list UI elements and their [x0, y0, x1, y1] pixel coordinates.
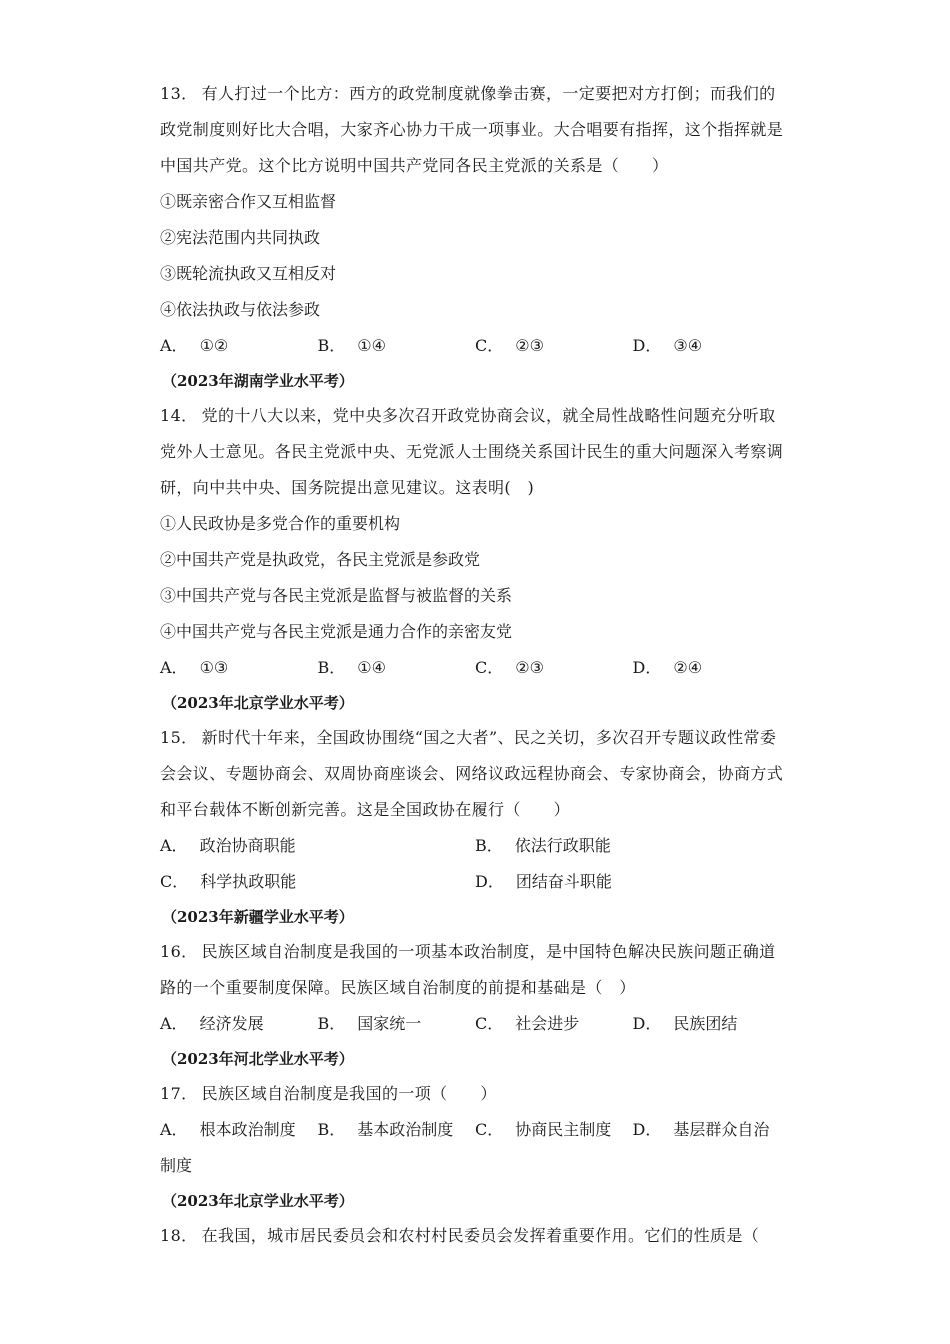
option-text: ②③ — [515, 658, 544, 677]
option-text: 协商民主制度 — [515, 1120, 612, 1139]
question-source: （2023年河北学业水平考） — [162, 1050, 354, 1068]
statement: ①既亲密合作又互相监督 — [160, 192, 337, 211]
option-letter: D． — [632, 658, 662, 677]
option-letter: C． — [475, 658, 504, 677]
question-stem — [160, 398, 790, 506]
question-14 — [160, 398, 790, 720]
option-letter: B． — [317, 1120, 346, 1139]
option-text: ①③ — [199, 658, 229, 677]
option-text: 国家统一 — [357, 1014, 422, 1033]
option-d[interactable] — [633, 1006, 791, 1042]
option-text: ③④ — [673, 336, 703, 355]
option-letter: B． — [317, 1014, 346, 1033]
question-text: 民族区域自治制度是我国的一项（ ） — [201, 1084, 497, 1103]
option-letter: A． — [160, 336, 188, 355]
question-13 — [160, 76, 790, 398]
option-text: 团结奋斗职能 — [515, 872, 612, 891]
option-text: ①④ — [357, 336, 386, 355]
question-text: 民族区域自治制度是我国的一项基本政治制度，是中国特色解决民族问题正确道路的一个重要制度保障。民族区域自治制度的前提和基础是（ ） — [160, 942, 776, 997]
option-letter: A． — [160, 1014, 188, 1033]
option-letter: A． — [160, 1120, 188, 1139]
question-text: 有人打过一个比方：西方的政党制度就像拳击赛，一定要把对方打倒；而我们的政党制度则好比大合唱，大家齐心协力干成一项事业。大合唱要有指挥，这个指挥就是中国共产党。这个比方说明中国共产党同各民主党派的关系是（ ） — [160, 84, 784, 175]
question-number: 18． — [160, 1226, 198, 1245]
option-letter: C． — [475, 1120, 504, 1139]
statement: ①人民政协是多党合作的重要机构 — [160, 514, 401, 533]
question-number: 15． — [160, 728, 198, 747]
option-b[interactable] — [318, 1006, 476, 1042]
option-d[interactable] — [633, 650, 791, 686]
option-text: 科学执政职能 — [200, 872, 297, 891]
option-a[interactable] — [160, 1112, 318, 1148]
option-text: ②④ — [673, 658, 703, 677]
question-source: （2023年北京学业水平考） — [162, 694, 354, 712]
option-b[interactable] — [318, 1112, 476, 1148]
statement: ②中国共产党是执政党，各民主党派是参政党 — [160, 550, 481, 569]
option-c[interactable] — [475, 1006, 633, 1042]
question-stem — [160, 720, 790, 828]
option-text: ①② — [199, 336, 229, 355]
question-text: 在我国，城市居民委员会和农村村民委员会发挥着重要作用。它们的性质是（ — [201, 1226, 760, 1245]
option-a[interactable] — [160, 328, 318, 364]
option-text: 经济发展 — [199, 1014, 264, 1033]
option-letter: C． — [475, 336, 504, 355]
option-letter: D． — [632, 336, 662, 355]
statement: ④中国共产党与各民主党派是通力合作的亲密友党 — [160, 622, 513, 641]
question-source: （2023年湖南学业水平考） — [162, 372, 354, 390]
question-16 — [160, 934, 790, 1076]
option-b[interactable] — [318, 328, 476, 364]
option-d-continuation: 制度 — [160, 1156, 193, 1175]
answer-options — [160, 828, 790, 864]
statement: ②宪法范围内共同执政 — [160, 228, 321, 247]
question-stem — [160, 1076, 790, 1112]
option-text: 民族团结 — [673, 1014, 738, 1033]
option-c[interactable] — [475, 1112, 633, 1148]
option-letter: D． — [632, 1014, 662, 1033]
question-stem — [160, 1218, 790, 1254]
question-stem — [160, 76, 790, 184]
option-letter: A． — [160, 836, 188, 855]
question-text: 党的十八大以来，党中央多次召开政党协商会议，就全局性战略性问题充分听取党外人士意见。各民主党派中央、无党派人士围绕关系国计民生的重大问题深入考察调研，向中共中央、国务院提出意见建议。这表明( ) — [160, 406, 784, 497]
option-c[interactable] — [475, 328, 633, 364]
option-d[interactable] — [633, 328, 791, 364]
question-source: （2023年北京学业水平考） — [162, 1192, 354, 1210]
statement: ③中国共产党与各民主党派是监督与被监督的关系 — [160, 586, 513, 605]
option-letter: C． — [475, 1014, 504, 1033]
answer-options — [160, 1006, 790, 1042]
option-text: ①④ — [357, 658, 386, 677]
option-letter: C． — [160, 872, 189, 891]
option-c[interactable] — [475, 650, 633, 686]
option-a[interactable] — [160, 828, 475, 864]
question-stem — [160, 934, 790, 1006]
answer-options — [160, 328, 790, 364]
option-text: 依法行政职能 — [514, 836, 611, 855]
option-d[interactable] — [633, 1112, 791, 1148]
question-18 — [160, 1218, 790, 1254]
option-b[interactable] — [475, 828, 790, 864]
option-d[interactable] — [475, 864, 790, 900]
question-number: 16． — [160, 942, 198, 961]
option-text: 基本政治制度 — [357, 1120, 454, 1139]
question-list — [160, 76, 790, 1254]
option-letter: D． — [632, 1120, 662, 1139]
question-number: 14． — [160, 406, 198, 425]
option-text: 政治协商职能 — [199, 836, 296, 855]
question-text: 新时代十年来，全国政协围绕“国之大者”、民之关切，多次召开专题议政性常委会会议、专题协商会、双周协商座谈会、网络议政远程协商会、专家协商会，协商方式和平台载体不断创新完善。这是全国政协在履行（ ） — [160, 728, 784, 819]
option-text: 根本政治制度 — [199, 1120, 296, 1139]
option-letter: B． — [317, 658, 346, 677]
question-number: 17． — [160, 1084, 198, 1103]
option-b[interactable] — [318, 650, 476, 686]
option-letter: D． — [475, 872, 504, 891]
statement: ④依法执政与依法参政 — [160, 300, 321, 319]
option-a[interactable] — [160, 1006, 318, 1042]
statement: ③既轮流执政又互相反对 — [160, 264, 337, 283]
question-source: （2023年新疆学业水平考） — [162, 908, 354, 926]
option-letter: B． — [317, 336, 346, 355]
answer-options — [160, 650, 790, 686]
question-17 — [160, 1076, 790, 1218]
answer-options — [160, 864, 790, 900]
option-letter: A． — [160, 658, 188, 677]
question-number: 13． — [160, 84, 198, 103]
option-text: ②③ — [515, 336, 544, 355]
answer-options — [160, 1112, 790, 1148]
option-a[interactable] — [160, 650, 318, 686]
option-c[interactable] — [160, 864, 475, 900]
question-15 — [160, 720, 790, 934]
option-text: 社会进步 — [515, 1014, 580, 1033]
option-letter: B． — [475, 836, 503, 855]
option-text: 基层群众自治 — [673, 1120, 770, 1139]
